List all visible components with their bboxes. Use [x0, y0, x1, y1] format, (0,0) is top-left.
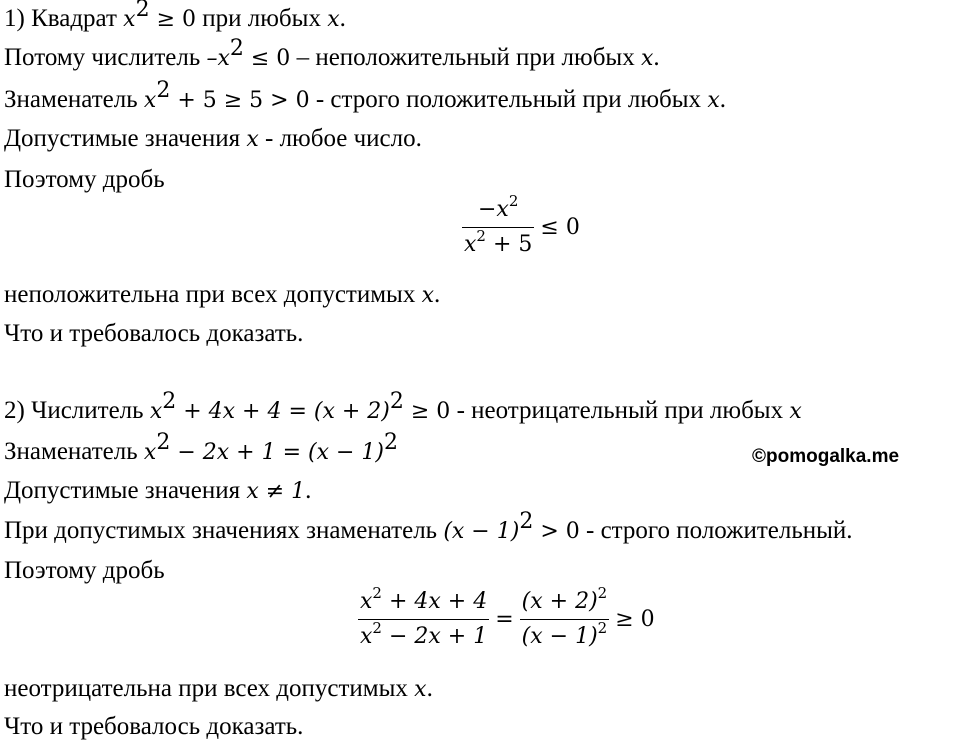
fraction-numerator: $-x^2$	[478, 192, 519, 222]
part1-formula	[460, 192, 584, 258]
fraction-denominator: $x^2 + 5$	[464, 226, 533, 257]
fraction-left-denominator: $x^2 - 2x + 1$	[360, 618, 488, 649]
part2-formula	[356, 584, 659, 650]
fraction-right-numerator: $(x + 2)^2$	[521, 584, 608, 614]
part2-line-4: При допустимых значениях знаменатель $(x - 1)^2 > 0$ - строго положительный.	[4, 509, 853, 544]
part2-line-5: Поэтому дробь	[4, 557, 165, 584]
relation: ≤ 0	[540, 214, 580, 240]
part1-line-3: Знаменатель $x^2 + 5 \ge 5 > 0$ - строго положительный при любых x.	[4, 78, 726, 113]
fraction-right	[520, 584, 610, 650]
relation: ≥ 0	[615, 606, 655, 632]
part1-line-7: Что и требовалось доказать.	[4, 320, 304, 347]
part1-line-1: 1) Квадрат $x^2 \ge 0$ при любых x.	[4, 0, 346, 32]
part2-line-6: неотрицательна при всех допустимых x.	[4, 675, 433, 702]
part1-line-2: Потому числитель $-x^2 \le 0$ – неположительный при любых x.	[4, 36, 660, 71]
fraction	[462, 192, 534, 258]
fraction-left-numerator: $x^2 + 4x + 4$	[360, 584, 488, 614]
equals-sign: =	[495, 606, 514, 632]
part2-line-3: Допустимые значения x ≠ 1.	[4, 477, 312, 504]
part2-line-2: Знаменатель $x^2 - 2x + 1 = (x - 1)^2$	[4, 430, 398, 465]
fraction-bar	[462, 227, 534, 228]
part1-line-4: Допустимые значения x - любое число.	[4, 125, 422, 152]
part1-line-5: Поэтому дробь	[4, 166, 165, 193]
fraction-right-bar	[520, 619, 610, 620]
part2-line-7: Что и требовалось доказать.	[4, 713, 304, 740]
watermark: ©pomogalka.me	[752, 446, 900, 467]
part2-line-1: 2) Числитель $x^2 + 4x + 4 = (x + 2)^2 \ge 0$ - неотрицательный при любых x	[4, 389, 802, 424]
fraction-left	[358, 584, 489, 650]
part1-line-6: неположительна при всех допустимых x.	[4, 281, 441, 308]
fraction-right-denominator: $(x - 1)^2$	[521, 618, 608, 649]
